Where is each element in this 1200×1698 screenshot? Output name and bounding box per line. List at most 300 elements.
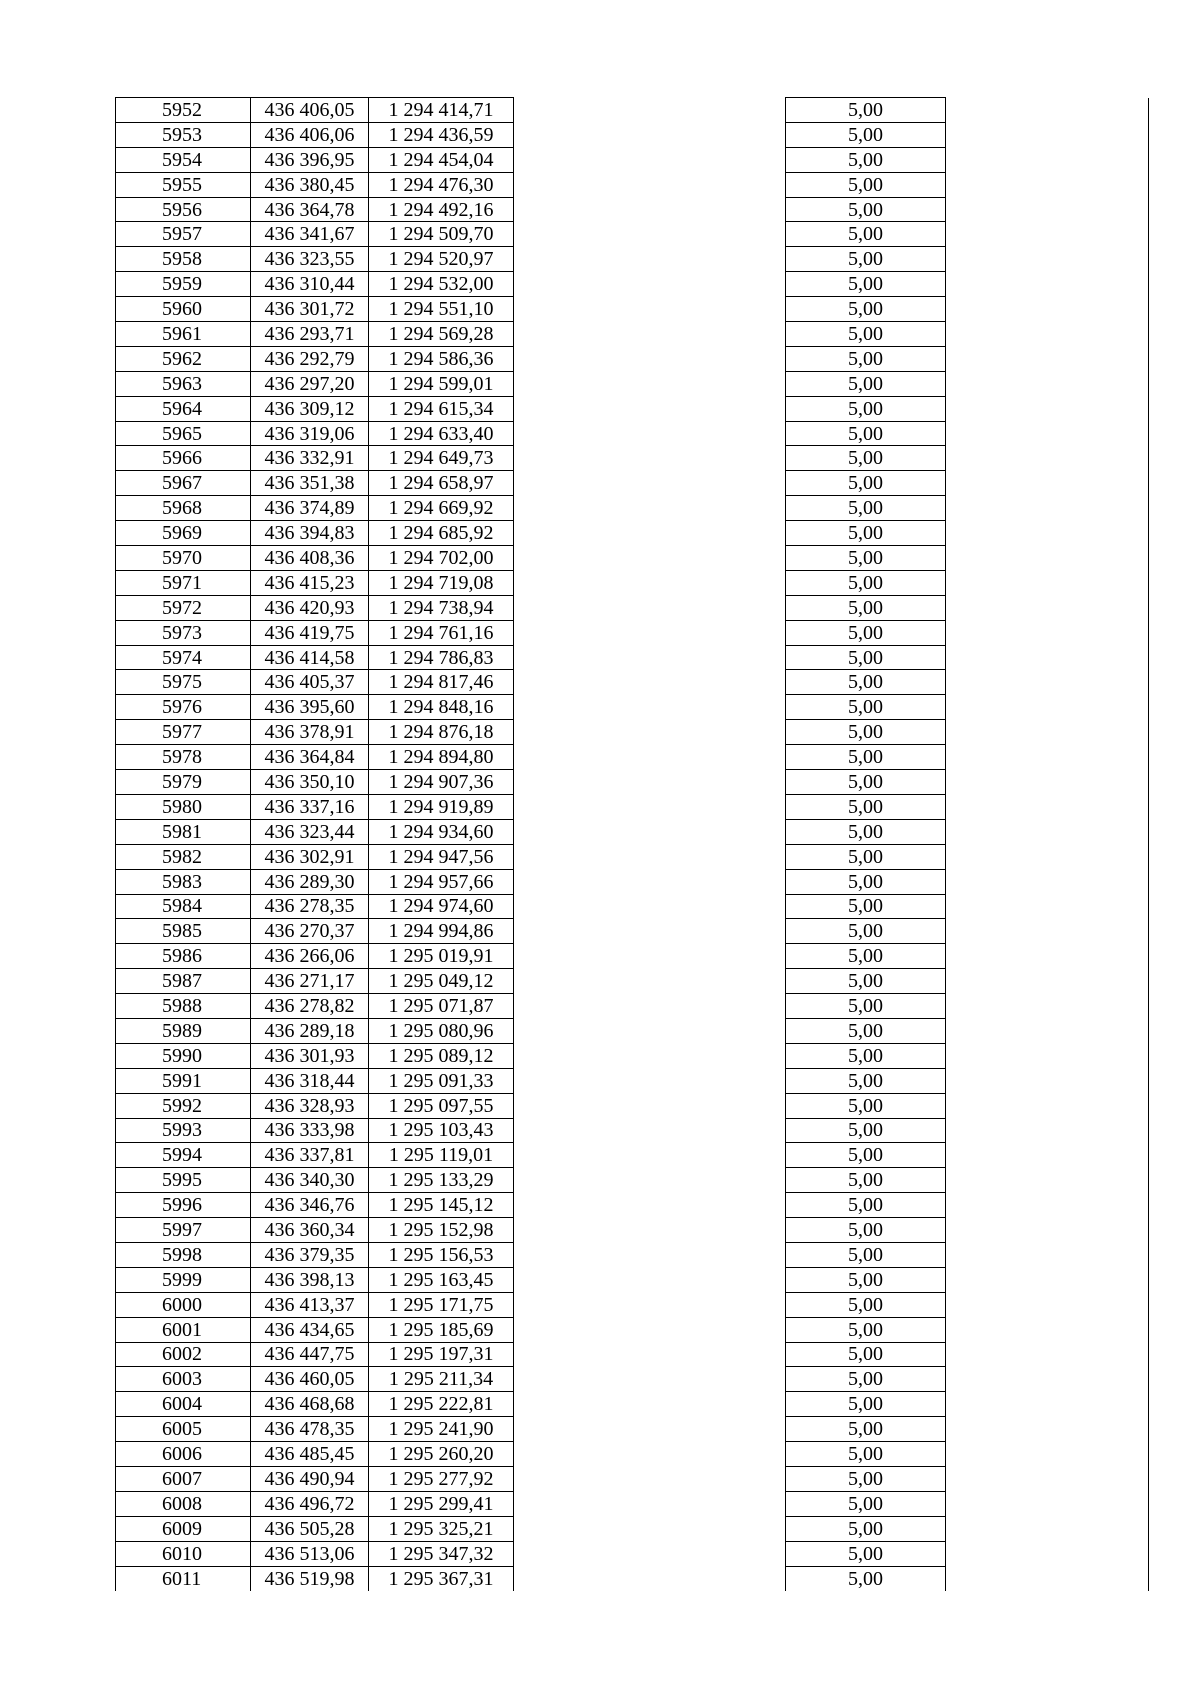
empty-cell	[514, 496, 786, 521]
point-number-cell: 5952	[116, 98, 251, 123]
table-row	[116, 1292, 1149, 1317]
x-coordinate-cell: 436 405,37	[251, 670, 369, 695]
table-row	[116, 1093, 1149, 1118]
point-number-cell: 5969	[116, 521, 251, 546]
y-coordinate-cell: 1 294 658,97	[369, 471, 514, 496]
value-cell: 5,00	[786, 1442, 946, 1467]
table-row	[116, 222, 1149, 247]
point-number-cell: 5963	[116, 371, 251, 396]
y-coordinate-cell: 1 295 241,90	[369, 1417, 514, 1442]
value-cell: 5,00	[786, 894, 946, 919]
value-cell: 5,00	[786, 222, 946, 247]
y-coordinate-cell: 1 295 222,81	[369, 1392, 514, 1417]
point-number-cell: 5959	[116, 272, 251, 297]
point-number-cell: 5987	[116, 969, 251, 994]
table-row	[116, 869, 1149, 894]
x-coordinate-cell: 436 289,18	[251, 1018, 369, 1043]
table-row	[116, 98, 1149, 123]
empty-cell	[514, 720, 786, 745]
value-cell: 5,00	[786, 595, 946, 620]
y-coordinate-cell: 1 294 719,08	[369, 570, 514, 595]
point-number-cell: 5990	[116, 1043, 251, 1068]
value-cell: 5,00	[786, 1367, 946, 1392]
y-coordinate-cell: 1 295 163,45	[369, 1267, 514, 1292]
empty-cell	[946, 222, 1149, 247]
x-coordinate-cell: 436 351,38	[251, 471, 369, 496]
y-coordinate-cell: 1 294 761,16	[369, 620, 514, 645]
table-row	[116, 894, 1149, 919]
empty-cell	[946, 396, 1149, 421]
x-coordinate-cell: 436 318,44	[251, 1068, 369, 1093]
value-cell: 5,00	[786, 1143, 946, 1168]
x-coordinate-cell: 436 478,35	[251, 1417, 369, 1442]
empty-cell	[946, 1317, 1149, 1342]
empty-cell	[946, 1118, 1149, 1143]
value-cell: 5,00	[786, 322, 946, 347]
x-coordinate-cell: 436 301,93	[251, 1043, 369, 1068]
value-cell: 5,00	[786, 272, 946, 297]
empty-cell	[946, 521, 1149, 546]
point-number-cell: 5981	[116, 819, 251, 844]
x-coordinate-cell: 436 266,06	[251, 944, 369, 969]
x-coordinate-cell: 436 415,23	[251, 570, 369, 595]
value-cell: 5,00	[786, 1118, 946, 1143]
x-coordinate-cell: 436 364,78	[251, 197, 369, 222]
empty-cell	[946, 322, 1149, 347]
empty-cell	[514, 1541, 786, 1566]
empty-cell	[946, 969, 1149, 994]
point-number-cell: 6008	[116, 1491, 251, 1516]
empty-cell	[946, 819, 1149, 844]
empty-cell	[946, 122, 1149, 147]
table-row	[116, 197, 1149, 222]
y-coordinate-cell: 1 295 367,31	[369, 1566, 514, 1591]
y-coordinate-cell: 1 295 185,69	[369, 1317, 514, 1342]
value-cell: 5,00	[786, 197, 946, 222]
y-coordinate-cell: 1 295 156,53	[369, 1242, 514, 1267]
empty-cell	[946, 620, 1149, 645]
point-number-cell: 5995	[116, 1168, 251, 1193]
value-cell: 5,00	[786, 1342, 946, 1367]
point-number-cell: 6010	[116, 1541, 251, 1566]
empty-cell	[946, 272, 1149, 297]
value-cell: 5,00	[786, 919, 946, 944]
x-coordinate-cell: 436 396,95	[251, 147, 369, 172]
empty-cell	[514, 1242, 786, 1267]
empty-cell	[514, 247, 786, 272]
x-coordinate-cell: 436 395,60	[251, 695, 369, 720]
table-row	[116, 1043, 1149, 1068]
x-coordinate-cell: 436 379,35	[251, 1242, 369, 1267]
value-cell: 5,00	[786, 446, 946, 471]
y-coordinate-cell: 1 294 957,66	[369, 869, 514, 894]
table-row	[116, 1392, 1149, 1417]
empty-cell	[514, 147, 786, 172]
empty-cell	[946, 1367, 1149, 1392]
value-cell: 5,00	[786, 869, 946, 894]
empty-cell	[946, 1292, 1149, 1317]
y-coordinate-cell: 1 294 476,30	[369, 172, 514, 197]
empty-cell	[514, 1491, 786, 1516]
point-number-cell: 5999	[116, 1267, 251, 1292]
empty-cell	[514, 1392, 786, 1417]
value-cell: 5,00	[786, 371, 946, 396]
point-number-cell: 5980	[116, 794, 251, 819]
x-coordinate-cell: 436 301,72	[251, 297, 369, 322]
value-cell: 5,00	[786, 471, 946, 496]
y-coordinate-cell: 1 294 520,97	[369, 247, 514, 272]
value-cell: 5,00	[786, 620, 946, 645]
point-number-cell: 5998	[116, 1242, 251, 1267]
table-row	[116, 521, 1149, 546]
y-coordinate-cell: 1 295 152,98	[369, 1218, 514, 1243]
point-number-cell: 5974	[116, 645, 251, 670]
table-row	[116, 1442, 1149, 1467]
table-row	[116, 346, 1149, 371]
table-row	[116, 1193, 1149, 1218]
table-row	[116, 1491, 1149, 1516]
y-coordinate-cell: 1 294 633,40	[369, 421, 514, 446]
empty-cell	[514, 969, 786, 994]
y-coordinate-cell: 1 295 103,43	[369, 1118, 514, 1143]
x-coordinate-cell: 436 328,93	[251, 1093, 369, 1118]
value-cell: 5,00	[786, 770, 946, 795]
table-row	[116, 1242, 1149, 1267]
empty-cell	[946, 1417, 1149, 1442]
empty-cell	[514, 471, 786, 496]
y-coordinate-cell: 1 294 454,04	[369, 147, 514, 172]
point-number-cell: 5977	[116, 720, 251, 745]
empty-cell	[946, 720, 1149, 745]
empty-cell	[514, 1267, 786, 1292]
point-number-cell: 5966	[116, 446, 251, 471]
x-coordinate-cell: 436 519,98	[251, 1566, 369, 1591]
empty-cell	[514, 222, 786, 247]
value-cell: 5,00	[786, 1417, 946, 1442]
y-coordinate-cell: 1 294 532,00	[369, 272, 514, 297]
empty-cell	[946, 770, 1149, 795]
table-row	[116, 1018, 1149, 1043]
value-cell: 5,00	[786, 1168, 946, 1193]
x-coordinate-cell: 436 513,06	[251, 1541, 369, 1566]
empty-cell	[946, 894, 1149, 919]
x-coordinate-cell: 436 278,82	[251, 994, 369, 1019]
empty-cell	[946, 1267, 1149, 1292]
empty-cell	[514, 1417, 786, 1442]
y-coordinate-cell: 1 295 171,75	[369, 1292, 514, 1317]
x-coordinate-cell: 436 408,36	[251, 546, 369, 571]
table-row	[116, 297, 1149, 322]
table-row	[116, 794, 1149, 819]
table-row	[116, 122, 1149, 147]
empty-cell	[514, 670, 786, 695]
empty-cell	[514, 396, 786, 421]
point-number-cell: 5972	[116, 595, 251, 620]
table-row	[116, 770, 1149, 795]
value-cell: 5,00	[786, 297, 946, 322]
table-row	[116, 695, 1149, 720]
point-number-cell: 5965	[116, 421, 251, 446]
point-number-cell: 5967	[116, 471, 251, 496]
y-coordinate-cell: 1 294 669,92	[369, 496, 514, 521]
empty-cell	[514, 446, 786, 471]
value-cell: 5,00	[786, 1218, 946, 1243]
y-coordinate-cell: 1 294 586,36	[369, 346, 514, 371]
y-coordinate-cell: 1 295 119,01	[369, 1143, 514, 1168]
value-cell: 5,00	[786, 1392, 946, 1417]
y-coordinate-cell: 1 295 299,41	[369, 1491, 514, 1516]
point-number-cell: 5984	[116, 894, 251, 919]
table-row	[116, 147, 1149, 172]
empty-cell	[946, 247, 1149, 272]
point-number-cell: 5971	[116, 570, 251, 595]
empty-cell	[514, 595, 786, 620]
empty-cell	[946, 371, 1149, 396]
point-number-cell: 5962	[116, 346, 251, 371]
point-number-cell: 5991	[116, 1068, 251, 1093]
table-row	[116, 1516, 1149, 1541]
point-number-cell: 6001	[116, 1317, 251, 1342]
x-coordinate-cell: 436 460,05	[251, 1367, 369, 1392]
value-cell: 5,00	[786, 396, 946, 421]
table-row	[116, 1267, 1149, 1292]
empty-cell	[946, 1466, 1149, 1491]
x-coordinate-cell: 436 337,81	[251, 1143, 369, 1168]
empty-cell	[946, 1566, 1149, 1591]
table-row	[116, 994, 1149, 1019]
empty-cell	[514, 645, 786, 670]
empty-cell	[514, 322, 786, 347]
point-number-cell: 5982	[116, 844, 251, 869]
x-coordinate-cell: 436 302,91	[251, 844, 369, 869]
point-number-cell: 5973	[116, 620, 251, 645]
empty-cell	[514, 1043, 786, 1068]
empty-cell	[514, 1292, 786, 1317]
table-row	[116, 471, 1149, 496]
x-coordinate-cell: 436 398,13	[251, 1267, 369, 1292]
value-cell: 5,00	[786, 1093, 946, 1118]
y-coordinate-cell: 1 294 649,73	[369, 446, 514, 471]
x-coordinate-cell: 436 505,28	[251, 1516, 369, 1541]
table-row	[116, 844, 1149, 869]
y-coordinate-cell: 1 295 325,21	[369, 1516, 514, 1541]
x-coordinate-cell: 436 434,65	[251, 1317, 369, 1342]
table-row	[116, 1466, 1149, 1491]
table-row	[116, 1218, 1149, 1243]
empty-cell	[514, 546, 786, 571]
empty-cell	[946, 570, 1149, 595]
point-number-cell: 5960	[116, 297, 251, 322]
value-cell: 5,00	[786, 1317, 946, 1342]
empty-cell	[514, 1442, 786, 1467]
empty-cell	[946, 1018, 1149, 1043]
point-number-cell: 5957	[116, 222, 251, 247]
x-coordinate-cell: 436 309,12	[251, 396, 369, 421]
empty-cell	[514, 1118, 786, 1143]
point-number-cell: 5976	[116, 695, 251, 720]
table-row	[116, 595, 1149, 620]
empty-cell	[946, 1242, 1149, 1267]
table-row	[116, 1168, 1149, 1193]
value-cell: 5,00	[786, 994, 946, 1019]
empty-cell	[514, 1168, 786, 1193]
y-coordinate-cell: 1 295 097,55	[369, 1093, 514, 1118]
empty-cell	[514, 570, 786, 595]
table-row	[116, 819, 1149, 844]
x-coordinate-cell: 436 323,44	[251, 819, 369, 844]
x-coordinate-cell: 436 319,06	[251, 421, 369, 446]
point-number-cell: 5958	[116, 247, 251, 272]
y-coordinate-cell: 1 295 347,32	[369, 1541, 514, 1566]
x-coordinate-cell: 436 468,68	[251, 1392, 369, 1417]
y-coordinate-cell: 1 294 509,70	[369, 222, 514, 247]
empty-cell	[514, 770, 786, 795]
y-coordinate-cell: 1 294 599,01	[369, 371, 514, 396]
empty-cell	[946, 645, 1149, 670]
x-coordinate-cell: 436 378,91	[251, 720, 369, 745]
value-cell: 5,00	[786, 720, 946, 745]
y-coordinate-cell: 1 294 876,18	[369, 720, 514, 745]
table-row	[116, 446, 1149, 471]
value-cell: 5,00	[786, 1541, 946, 1566]
value-cell: 5,00	[786, 1516, 946, 1541]
empty-cell	[514, 346, 786, 371]
empty-cell	[946, 471, 1149, 496]
value-cell: 5,00	[786, 98, 946, 123]
x-coordinate-cell: 436 447,75	[251, 1342, 369, 1367]
empty-cell	[514, 371, 786, 396]
empty-cell	[514, 894, 786, 919]
value-cell: 5,00	[786, 1068, 946, 1093]
empty-cell	[514, 421, 786, 446]
value-cell: 5,00	[786, 819, 946, 844]
value-cell: 5,00	[786, 1043, 946, 1068]
y-coordinate-cell: 1 295 019,91	[369, 944, 514, 969]
empty-cell	[946, 1193, 1149, 1218]
table-row	[116, 919, 1149, 944]
point-number-cell: 5996	[116, 1193, 251, 1218]
table-row	[116, 1417, 1149, 1442]
point-number-cell: 5988	[116, 994, 251, 1019]
value-cell: 5,00	[786, 1242, 946, 1267]
table-row	[116, 247, 1149, 272]
value-cell: 5,00	[786, 794, 946, 819]
empty-cell	[514, 794, 786, 819]
value-cell: 5,00	[786, 1193, 946, 1218]
x-coordinate-cell: 436 406,06	[251, 122, 369, 147]
empty-cell	[946, 147, 1149, 172]
y-coordinate-cell: 1 295 211,34	[369, 1367, 514, 1392]
table-row	[116, 745, 1149, 770]
empty-cell	[946, 1068, 1149, 1093]
value-cell: 5,00	[786, 1466, 946, 1491]
y-coordinate-cell: 1 295 197,31	[369, 1342, 514, 1367]
empty-cell	[514, 869, 786, 894]
empty-cell	[514, 1068, 786, 1093]
point-number-cell: 5986	[116, 944, 251, 969]
x-coordinate-cell: 436 406,05	[251, 98, 369, 123]
x-coordinate-cell: 436 364,84	[251, 745, 369, 770]
empty-cell	[946, 446, 1149, 471]
table-row	[116, 1367, 1149, 1392]
value-cell: 5,00	[786, 521, 946, 546]
empty-cell	[946, 1442, 1149, 1467]
table-row	[116, 172, 1149, 197]
x-coordinate-cell: 436 323,55	[251, 247, 369, 272]
table-row	[116, 620, 1149, 645]
y-coordinate-cell: 1 294 934,60	[369, 819, 514, 844]
empty-cell	[946, 1491, 1149, 1516]
point-number-cell: 6011	[116, 1566, 251, 1591]
x-coordinate-cell: 436 337,16	[251, 794, 369, 819]
table-row	[116, 1068, 1149, 1093]
empty-cell	[946, 98, 1149, 123]
x-coordinate-cell: 436 496,72	[251, 1491, 369, 1516]
table-row	[116, 421, 1149, 446]
y-coordinate-cell: 1 294 738,94	[369, 595, 514, 620]
empty-cell	[514, 272, 786, 297]
empty-cell	[514, 1143, 786, 1168]
y-coordinate-cell: 1 295 071,87	[369, 994, 514, 1019]
value-cell: 5,00	[786, 695, 946, 720]
empty-cell	[946, 1043, 1149, 1068]
point-number-cell: 5993	[116, 1118, 251, 1143]
empty-cell	[514, 944, 786, 969]
point-number-cell: 6009	[116, 1516, 251, 1541]
empty-cell	[514, 172, 786, 197]
empty-cell	[514, 620, 786, 645]
point-number-cell: 5978	[116, 745, 251, 770]
empty-cell	[514, 1516, 786, 1541]
x-coordinate-cell: 436 341,67	[251, 222, 369, 247]
table-row	[116, 645, 1149, 670]
table-row	[116, 969, 1149, 994]
empty-cell	[514, 994, 786, 1019]
y-coordinate-cell: 1 294 907,36	[369, 770, 514, 795]
point-number-cell: 5953	[116, 122, 251, 147]
y-coordinate-cell: 1 294 947,56	[369, 844, 514, 869]
empty-cell	[514, 1466, 786, 1491]
value-cell: 5,00	[786, 1018, 946, 1043]
y-coordinate-cell: 1 294 848,16	[369, 695, 514, 720]
empty-cell	[514, 919, 786, 944]
empty-cell	[946, 1218, 1149, 1243]
y-coordinate-cell: 1 294 436,59	[369, 122, 514, 147]
y-coordinate-cell: 1 294 414,71	[369, 98, 514, 123]
empty-cell	[946, 1541, 1149, 1566]
table-row	[116, 396, 1149, 421]
point-number-cell: 5954	[116, 147, 251, 172]
y-coordinate-cell: 1 295 080,96	[369, 1018, 514, 1043]
value-cell: 5,00	[786, 496, 946, 521]
x-coordinate-cell: 436 490,94	[251, 1466, 369, 1491]
empty-cell	[946, 1168, 1149, 1193]
value-cell: 5,00	[786, 122, 946, 147]
y-coordinate-cell: 1 295 049,12	[369, 969, 514, 994]
point-number-cell: 5994	[116, 1143, 251, 1168]
y-coordinate-cell: 1 294 685,92	[369, 521, 514, 546]
point-number-cell: 6006	[116, 1442, 251, 1467]
point-number-cell: 6000	[116, 1292, 251, 1317]
empty-cell	[946, 595, 1149, 620]
table-row	[116, 720, 1149, 745]
value-cell: 5,00	[786, 546, 946, 571]
x-coordinate-cell: 436 374,89	[251, 496, 369, 521]
empty-cell	[946, 745, 1149, 770]
x-coordinate-cell: 436 293,71	[251, 322, 369, 347]
point-number-cell: 5975	[116, 670, 251, 695]
empty-cell	[514, 1018, 786, 1043]
